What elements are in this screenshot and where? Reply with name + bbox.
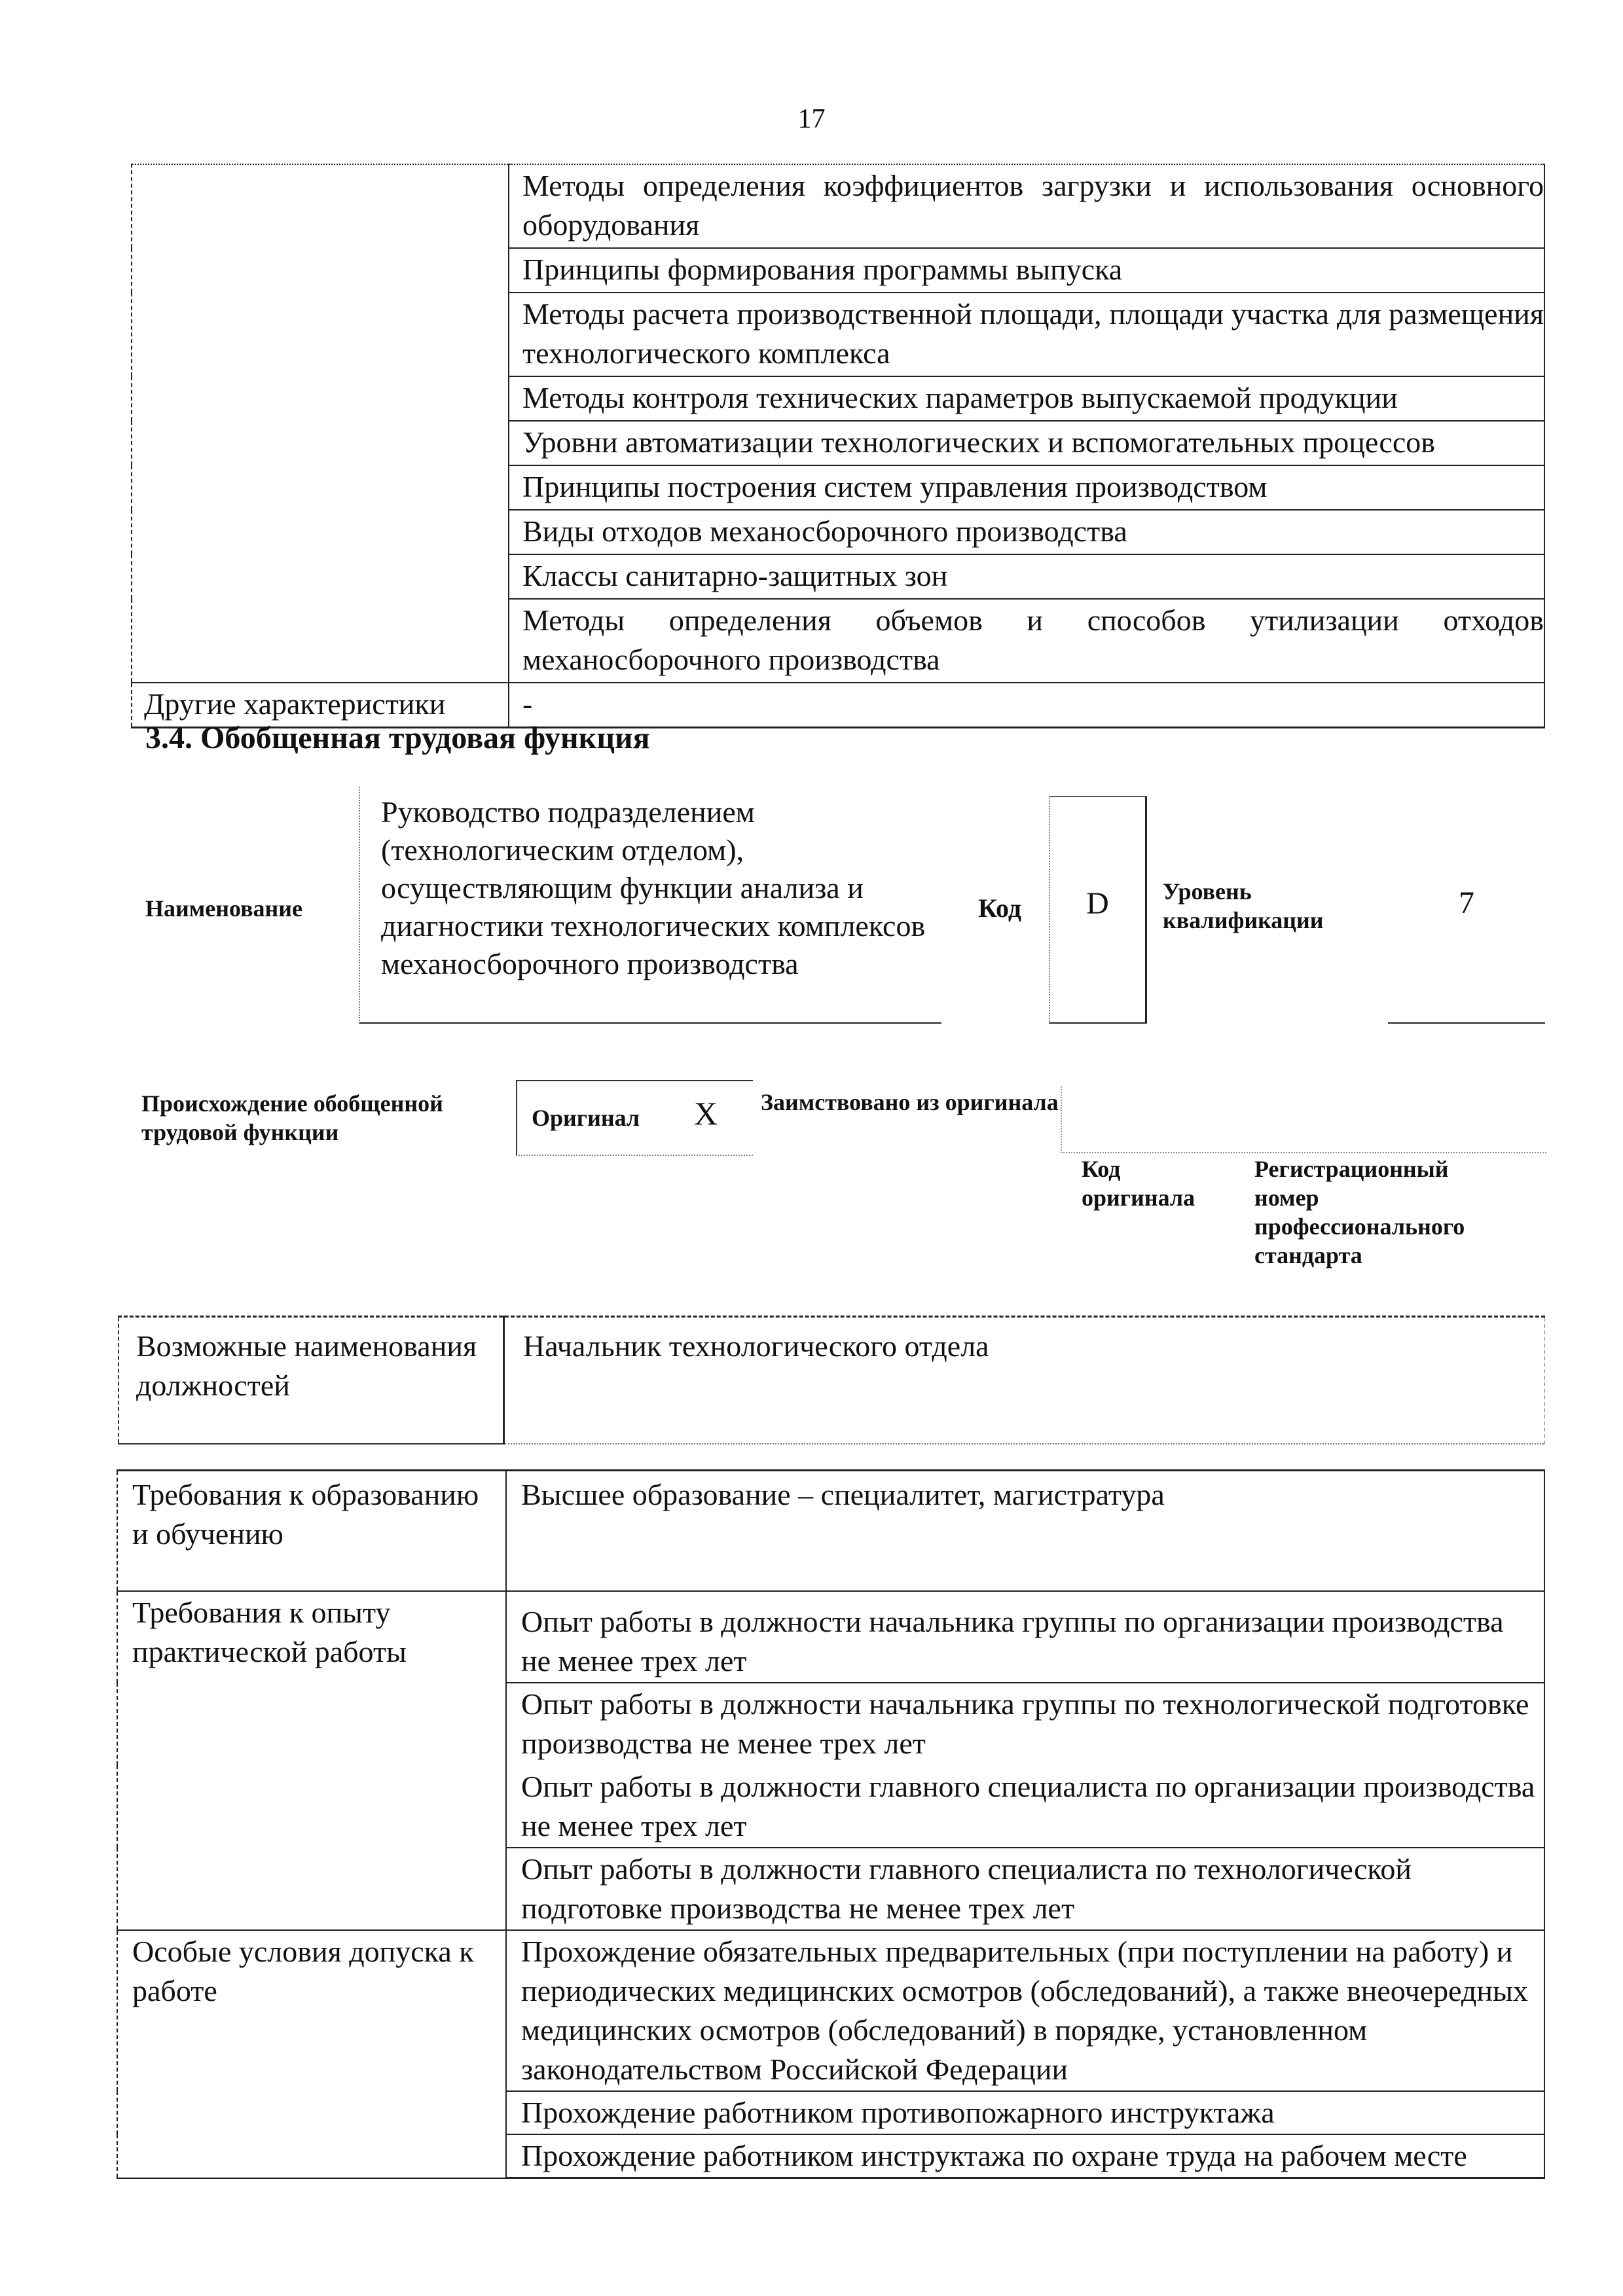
name-label: Наименование xyxy=(145,895,302,922)
special-condition-item: Прохождение работником инструктажа по охране труда на рабочем месте xyxy=(506,2134,1544,2178)
other-characteristics-label: Другие характеристики xyxy=(132,683,509,728)
level-label: Уровень квалификации xyxy=(1163,878,1324,933)
level-box xyxy=(1388,796,1545,1024)
special-condition-item: Прохождение работником противопожарного инструктажа xyxy=(506,2091,1544,2134)
code-value: D xyxy=(1086,886,1109,921)
origin-label: Происхождение обобщенной трудовой функции xyxy=(141,1090,443,1145)
special-condition-item: Прохождение обязательных предварительных (при поступлении на работу) и периодических медицинских осмотров (обследований), а также внеочередных медицинских осмотров (обследований) в порядке, установленном законодательством Российской Федерации xyxy=(506,1930,1544,2091)
experience-item: Опыт работы в должности главного специалиста по технологической подготовке производства не менее трех лет xyxy=(506,1848,1544,1930)
knowledge-item: Методы определения коэффициентов загрузки и использования основного оборудования xyxy=(509,164,1544,248)
original-label: Оригинал xyxy=(532,1105,640,1131)
section-title: 3.4. Обобщенная трудовая функция xyxy=(145,721,650,755)
code-box xyxy=(1049,796,1147,1024)
education-label: Требования к образованию и обучению xyxy=(117,1471,506,1592)
knowledge-item: Классы санитарно-защитных зон xyxy=(509,554,1544,599)
positions-value: Начальник технологического отдела xyxy=(504,1317,1545,1444)
function-name-box xyxy=(359,787,941,1024)
experience-item: Опыт работы в должности начальника группы по технологической подготовке производства не менее трех лет xyxy=(506,1683,1544,1765)
experience-item: Опыт работы в должности главного специалиста по организации производства не менее трех лет xyxy=(506,1765,1544,1848)
positions-label: Возможные наименования должностей xyxy=(119,1317,504,1444)
education-value: Высшее образование – специалитет, магистратура xyxy=(506,1471,1544,1592)
code-original-label: Код оригинала xyxy=(1082,1156,1195,1211)
page-number: 17 xyxy=(797,104,826,134)
function-name-value: Руководство подразделением (технологическим отделом), осуществляющим функции анализа и диагностики технологических комплексов механосборочного производства xyxy=(381,795,926,980)
origin-empty-cells xyxy=(1061,1086,1546,1153)
experience-label: Требования к опыту практической работы xyxy=(117,1591,506,1930)
borrowed-label: Заимствовано из оригинала xyxy=(761,1089,1059,1115)
code-label: Код xyxy=(978,893,1022,923)
special-conditions-label: Особые условия допуска к работе xyxy=(117,1930,506,2178)
knowledge-table xyxy=(131,164,1545,728)
level-value: 7 xyxy=(1459,885,1474,920)
positions-table xyxy=(118,1316,1545,1444)
knowledge-item: Принципы построения систем управления производством xyxy=(509,465,1544,510)
empty-label-cell xyxy=(132,164,509,683)
knowledge-item: Методы контроля технических параметров выпускаемой продукции xyxy=(509,376,1544,421)
knowledge-item: Методы расчета производственной площади, площади участка для размещения технологического комплекса xyxy=(509,293,1544,376)
other-characteristics-value: - xyxy=(509,683,1544,728)
experience-item: Опыт работы в должности начальника группы по организации производства не менее трех лет xyxy=(506,1591,1544,1683)
knowledge-item: Виды отходов механосборочного производства xyxy=(509,510,1544,554)
original-mark: X xyxy=(694,1095,718,1132)
knowledge-item: Уровни автоматизации технологических и вспомогательных процессов xyxy=(509,421,1544,465)
knowledge-item: Принципы формирования программы выпуска xyxy=(509,248,1544,293)
requirements-table xyxy=(117,1469,1545,2179)
knowledge-item: Методы определения объемов и способов утилизации отходов механосборочного производства xyxy=(509,599,1544,683)
reg-number-label: Регистрационный номер профессионального стандарта xyxy=(1254,1156,1465,1268)
